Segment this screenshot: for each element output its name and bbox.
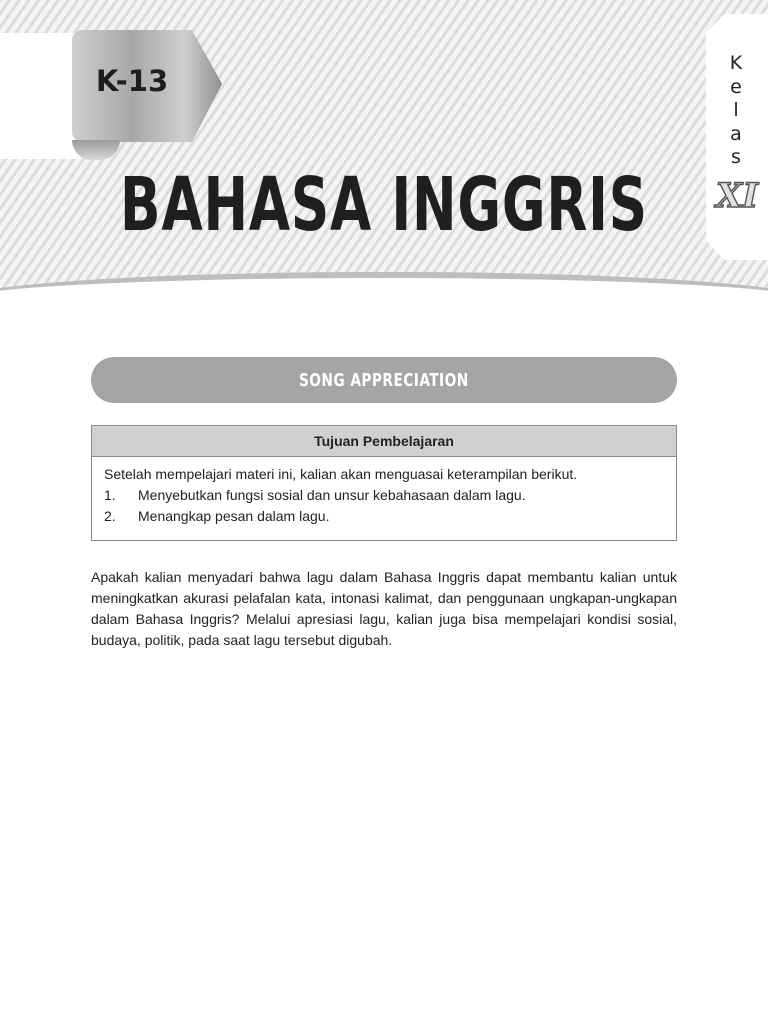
grade-letter: s: [731, 146, 741, 168]
list-item-number: 2.: [104, 508, 116, 524]
page-header: [0, 0, 768, 295]
header-divider-curve: [0, 272, 768, 295]
grade-label: [718, 52, 754, 170]
grade-letter: l: [733, 99, 739, 121]
grade-number: XI: [715, 176, 759, 216]
grade-letter: K: [729, 52, 743, 74]
list-item: [104, 506, 664, 527]
learning-objectives-box: [91, 425, 677, 541]
list-item-text: Menangkap pesan dalam lagu.: [138, 508, 330, 524]
header-white-strip: [0, 33, 80, 159]
list-item-text: Menyebutkan fungsi sosial dan unsur kebahasaan dalam lagu.: [138, 487, 526, 503]
grade-letter: e: [730, 75, 742, 98]
intro-paragraph: Apakah kalian menyadari bahwa lagu dalam Bahasa Inggris dapat membantu kalian untuk meningkatkan akurasi pelafalan kata, intonasi kalimat, dan penggunaan ungkapan-ungkapan dalam Bahasa Inggris? Melalui apresiasi lagu, kalian juga bisa mempelajari kondisi sosial, budaya, politik, pada saat lagu tersebut digubah.: [91, 569, 677, 648]
objectives-heading: Tujuan Pembelajaran: [92, 426, 676, 457]
grade-letter: a: [730, 122, 742, 145]
section-title-bar: [91, 357, 677, 403]
list-item-number: 1.: [104, 487, 116, 503]
curriculum-badge-label: K-13: [95, 64, 169, 98]
objectives-body: [92, 457, 676, 527]
section-title: SONG APPRECIATION: [299, 369, 469, 391]
book-title: BAHASA INGGRIS: [120, 162, 648, 248]
objectives-intro: Setelah mempelajari materi ini, kalian akan menguasai keterampilan berikut.: [104, 466, 578, 482]
list-item: [104, 485, 664, 506]
